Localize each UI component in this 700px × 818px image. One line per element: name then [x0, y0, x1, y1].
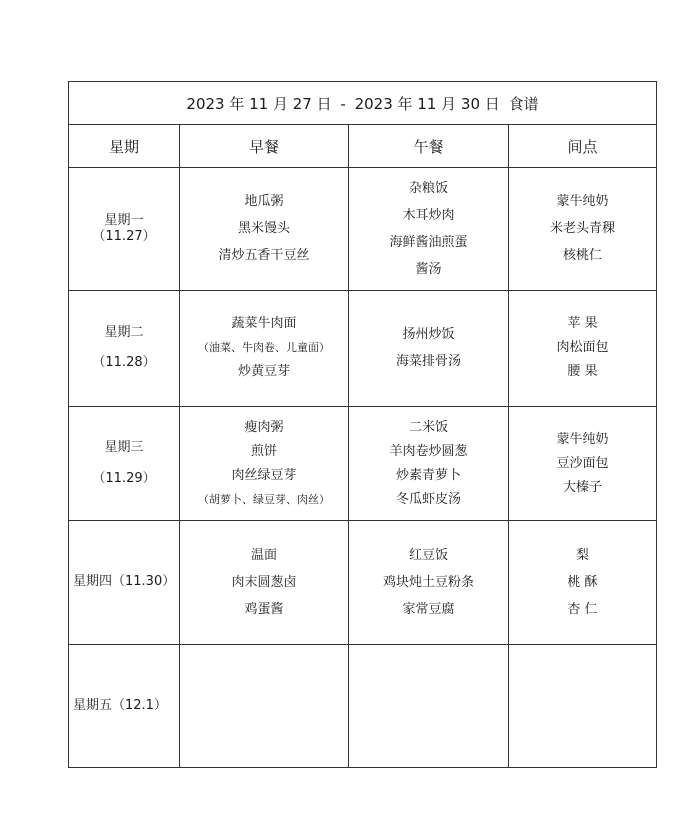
header-weekday: 星期 [69, 125, 180, 168]
snack-cell [509, 406, 657, 520]
menu-item: 瘦肉粥 [244, 419, 284, 435]
menu-item: 羊肉卷炒圆葱 [389, 443, 468, 459]
snack-cell [509, 644, 657, 767]
menu-item: 桃 酥 [567, 574, 598, 590]
menu-item: 米老头青稞 [549, 221, 615, 237]
menu-item: 肉末圆葱卤 [231, 574, 297, 590]
menu-item: 红豆饭 [408, 547, 448, 563]
title-end-date: 2023 年 11 月 30 日 [354, 94, 500, 113]
menu-item: 炒素青萝卜 [395, 467, 461, 483]
menu-item: 黑米馒头 [237, 221, 290, 237]
day-date: （11.28） [92, 355, 156, 371]
menu-item-note: （油菜、牛肉卷、儿童面） [198, 341, 330, 355]
menu-item: 煎饼 [250, 443, 277, 459]
day-name: 星期四（11.30） [73, 574, 176, 590]
header-snack: 间点 [509, 125, 657, 168]
menu-item: 杂粮饭 [408, 180, 448, 196]
menu-item: 家常豆腐 [402, 601, 455, 617]
snack-cell [509, 290, 657, 406]
lunch-cell [349, 644, 509, 767]
menu-item: 炒黄豆芽 [237, 364, 290, 380]
menu-item: 海菜排骨汤 [395, 354, 461, 370]
menu-title [69, 82, 657, 125]
day-cell [69, 290, 180, 406]
breakfast-cell [180, 168, 349, 290]
menu-item: 地瓜粥 [244, 194, 284, 210]
day-name: 星期一 [104, 212, 144, 228]
header-lunch: 午餐 [349, 125, 509, 168]
menu-item: 肉松面包 [556, 340, 609, 356]
snack-cell [509, 168, 657, 290]
breakfast-cell [180, 644, 349, 767]
title-start-date: 2023 年 11 月 27 日 [186, 94, 332, 113]
menu-item: 扬州炒饭 [402, 327, 455, 343]
menu-item: 鸡蛋酱 [244, 601, 284, 617]
menu-item: 大榛子 [562, 479, 602, 495]
breakfast-cell [180, 521, 349, 644]
menu-item: 核桃仁 [562, 248, 602, 264]
header-breakfast: 早餐 [180, 125, 349, 168]
menu-item: 杏 仁 [567, 601, 598, 617]
day-name: 星期二 [104, 325, 144, 340]
menu-item: 清炒五香干豆丝 [218, 248, 310, 264]
lunch-cell [349, 406, 509, 520]
menu-item: 腰 果 [567, 364, 598, 380]
menu-item: 梨 [575, 547, 589, 563]
title-separator: - [340, 94, 346, 113]
table-row [69, 521, 657, 644]
lunch-cell [349, 521, 509, 644]
menu-item: 酱汤 [415, 261, 442, 277]
menu-item: 蒙牛纯奶 [556, 194, 609, 210]
menu-item: 冬瓜虾皮汤 [395, 491, 461, 507]
header-row [69, 125, 657, 168]
day-date: （11.29） [92, 470, 156, 486]
menu-item: 蒙牛纯奶 [556, 431, 609, 447]
menu-item: 蔬菜牛肉面 [231, 316, 297, 332]
day-name: 星期五（12.1） [73, 697, 167, 713]
breakfast-cell [180, 290, 349, 406]
day-cell [69, 406, 180, 520]
menu-table [68, 81, 657, 768]
menu-item: 木耳炒肉 [402, 207, 455, 223]
menu-item: 豆沙面包 [556, 455, 609, 471]
title-label: 食谱 [508, 94, 539, 113]
menu-item: 二米饭 [408, 419, 448, 435]
table-row [69, 290, 657, 406]
day-name: 星期三 [104, 440, 144, 456]
day-date: （11.27） [92, 228, 156, 244]
menu-item: 温面 [250, 547, 277, 563]
day-cell [69, 521, 180, 644]
day-cell [69, 168, 180, 290]
lunch-cell [349, 290, 509, 406]
menu-item-note: （胡萝卜、绿豆芽、肉丝） [198, 492, 330, 506]
menu-item: 苹 果 [567, 316, 598, 332]
table-row [69, 644, 657, 767]
day-cell [69, 644, 180, 767]
menu-item: 鸡块炖土豆粉条 [382, 574, 474, 590]
snack-cell [509, 521, 657, 644]
table-row [69, 168, 657, 290]
table-row [69, 406, 657, 520]
menu-item: 海鲜酱油煎蛋 [389, 234, 468, 250]
menu-item: 肉丝绿豆芽 [231, 467, 297, 483]
lunch-cell [349, 168, 509, 290]
breakfast-cell [180, 406, 349, 520]
